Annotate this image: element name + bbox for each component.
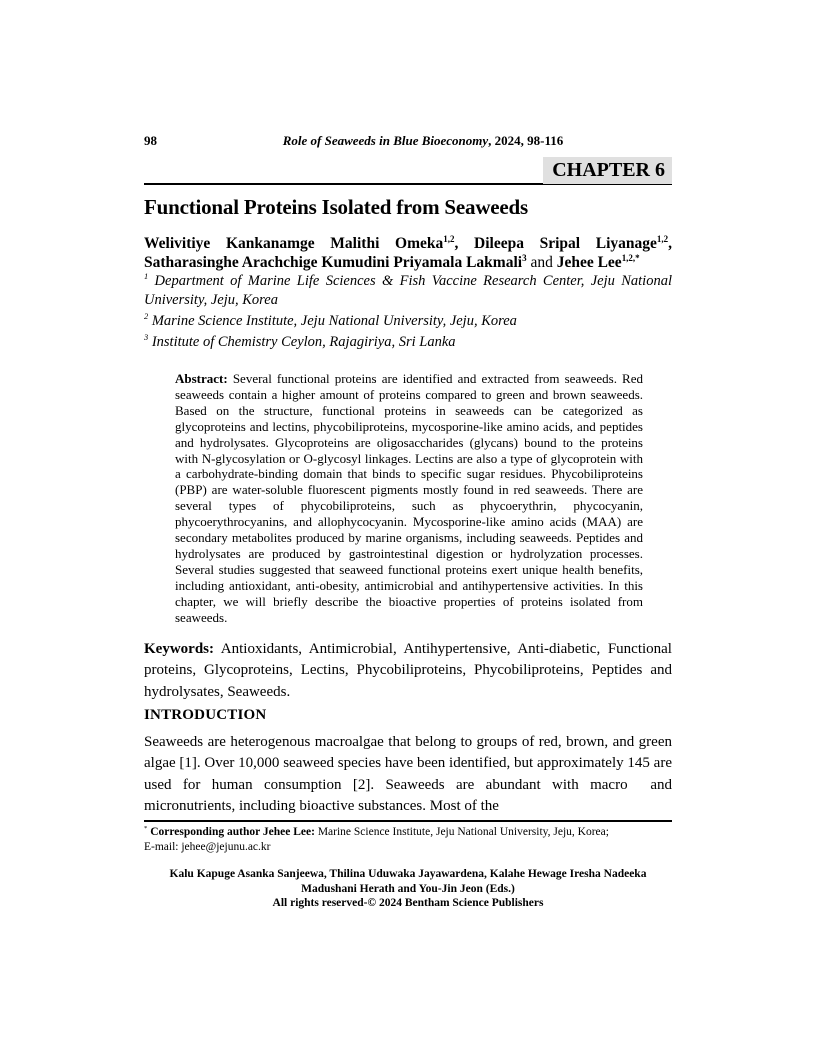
- page-footer: [144, 820, 672, 911]
- abstract-label: Abstract:: [175, 371, 228, 386]
- abstract: [175, 371, 643, 626]
- editors-line: Kalu Kapuge Asanka Sanjeewa, Thilina Uduwaka Jayawardena, Kalahe Hewage Iresha Nadeeka Madushani Herath and You-Jin Jeon (Eds.): [169, 868, 647, 895]
- author-separator: ,: [454, 235, 475, 252]
- authors-conjunction: and: [526, 254, 557, 271]
- running-title: [144, 133, 702, 149]
- affiliation-3-text: Institute of Chemistry Ceylon, Rajagiriya, Sri Lanka: [148, 334, 456, 350]
- running-title-suffix: , 2024, 98-116: [488, 133, 564, 148]
- author-separator: ,: [668, 235, 672, 252]
- corresponding-author-footnote: [144, 825, 672, 840]
- footnote-email-line: E-mail: jehee@jejunu.ac.kr: [144, 840, 271, 853]
- author-3-superscript: 3: [522, 252, 527, 263]
- affiliation-3-superscript: 3: [144, 333, 149, 343]
- chapter-label: CHAPTER 6: [543, 157, 672, 184]
- footnote-asterisk: *: [144, 825, 148, 833]
- affiliation-3: [144, 333, 672, 352]
- running-header: [144, 133, 672, 149]
- affiliation-1-superscript: 1: [144, 272, 149, 282]
- affiliation-2: [144, 312, 672, 331]
- authors-line: [144, 234, 672, 272]
- page-number: 98: [144, 133, 157, 148]
- chapter-banner-row: [144, 157, 672, 185]
- author-2-superscript: 1,2: [656, 233, 669, 244]
- chapter-title: Functional Proteins Isolated from Seaweeds: [144, 195, 528, 219]
- keywords-label: Keywords:: [144, 641, 214, 657]
- affiliation-2-superscript: 2: [144, 312, 149, 322]
- imprint-block: [144, 867, 672, 911]
- author-2: Dileepa Sripal Liyanage: [474, 235, 657, 252]
- footnote-divider: [144, 820, 672, 822]
- keywords-text: Antioxidants, Antimicrobial, Antihypertensive, Anti-diabetic, Functional proteins, Glycoproteins, Lectins, Phycobiliproteins, Phycobiliproteins, Peptides and hydrolysates, Seaweeds.: [144, 641, 672, 700]
- author-1-superscript: 1,2: [443, 233, 455, 244]
- footnote-bold-label: Corresponding author Jehee Lee:: [150, 826, 315, 838]
- footnote-text: Marine Science Institute, Jeju National University, Jeju, Korea;: [314, 826, 609, 838]
- author-3: Satharasinghe Arachchige Kumudini Priyamala Lakmali: [144, 254, 523, 271]
- affiliation-1-text: Department of Marine Life Sciences & Fish Vaccine Research Center, Jeju National University, Jeju, Korea: [144, 273, 672, 308]
- abstract-text: Several functional proteins are identified and extracted from seaweeds. Red seaweeds contain a higher amount of proteins compared to green and brown seaweeds. Based on the structure, functional proteins in seaweeds can be categorized as glycoproteins and lectins, phycobiliproteins, mycosporine-like amino acids, and peptides and hydrolysates. Glycoproteins are oligosaccharides (glycans) bound to the proteins with N-glycosylation or O-glycosyl linkages. Lectins are also a type of glycoprotein with a carbohydrate-binding domain that binds to specific sugar residues. Phycobiliproteins (PBP) are water-soluble fluorescent pigments mostly found in red seaweeds. There are several types of phycobiliproteins, such as phycoerythrin, phycocyanin, phycoerythrocyanins, and allophycocyanin. Mycosporine-like amino acids (MAA) are secondary metabolites produced by marine organisms, including seaweeds. Peptides and hydrolysates are produced by gastrointestinal digestion or hydrolyzation processes. Several studies suggested that seaweed functional proteins exert unique health benefits, including antioxidant, anti-obesity, antimicrobial and antihypertensive activities. In this chapter, we will briefly describe the bioactive properties of proteins isolated from seaweeds.: [175, 371, 644, 625]
- affiliation-2-text: Marine Science Institute, Jeju National University, Jeju, Korea: [148, 313, 517, 329]
- author-1: Welivitiye Kankanamge Malithi Omeka: [144, 235, 444, 252]
- author-4: Jehee Lee: [556, 254, 622, 271]
- affiliations: [144, 272, 672, 354]
- author-4-superscript: 1,2,*: [621, 252, 640, 263]
- running-title-book: Role of Seaweeds in Blue Bioeconomy: [282, 133, 489, 148]
- intro-paragraph: Seaweeds are heterogenous macroalgae that belong to groups of red, brown, and green algae [1]. Over 10,000 seaweed species have been identified, but approximately 145 are used for human consumption [2]. Seaweeds are abundant with macro and micronutrients, including bioactive substances. Most of the: [144, 734, 672, 814]
- keywords: [144, 639, 672, 703]
- rights-line: All rights reserved-© 2024 Bentham Science Publishers: [272, 897, 544, 909]
- section-heading-introduction: INTRODUCTION: [144, 707, 267, 723]
- affiliation-1: [144, 272, 672, 310]
